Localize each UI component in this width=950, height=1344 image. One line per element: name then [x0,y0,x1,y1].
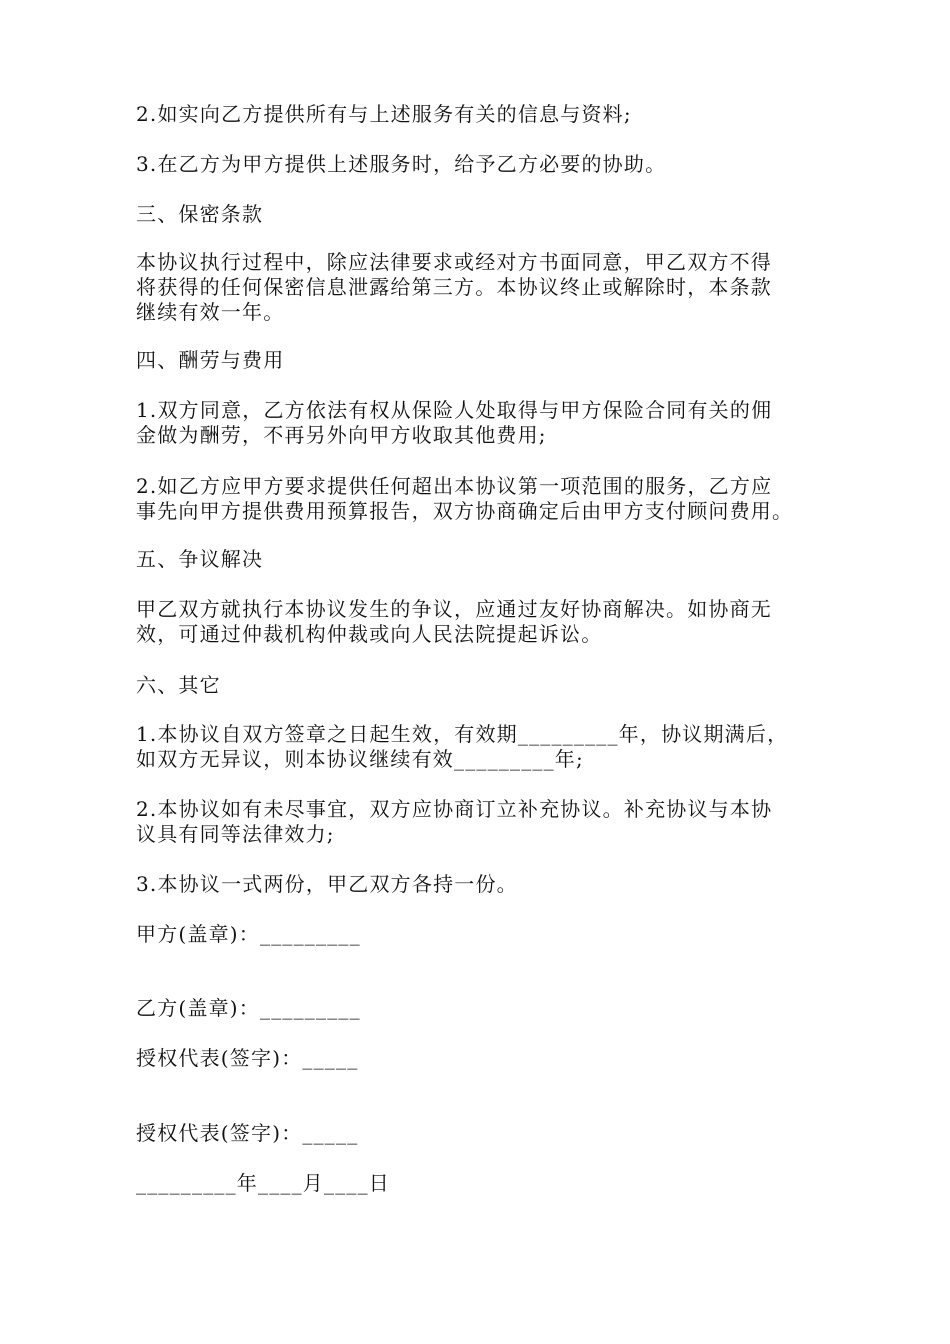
other-item-3: 3.本协议一式两份，甲乙双方各持一份。 [136,872,518,896]
representative-b-signature-line: 授权代表(签字)：_____ [136,1121,359,1145]
obligation-item-2: 2.如实向乙方提供所有与上述服务有关的信息与资料; [136,102,632,126]
other-item-2-line-1: 2.本协议如有未尽事宜，双方应协商订立补充协议。补充协议与本协 [136,797,773,821]
section-heading-remuneration: 四、酬劳与费用 [136,348,285,372]
representative-a-signature-line: 授权代表(签字)：_____ [136,1046,359,1070]
confidentiality-line-3: 继续有效一年。 [136,300,285,324]
date-line: _________年____月____日 [136,1171,390,1195]
dispute-line-2: 效，可通过仲裁机构仲裁或向人民法院提起诉讼。 [136,622,603,646]
remuneration-item-1-line-1: 1.双方同意，乙方依法有权从保险人处取得与甲方保险合同有关的佣 [136,398,773,422]
remuneration-item-1-line-2: 金做为酬劳，不再另外向甲方收取其他费用; [136,423,547,447]
section-heading-confidentiality: 三、保密条款 [136,202,264,226]
section-heading-other: 六、其它 [136,673,221,697]
other-item-2-line-2: 议具有同等法律效力; [136,822,335,846]
party-b-seal-line: 乙方(盖章)：_________ [136,996,361,1020]
confidentiality-line-1: 本协议执行过程中，除应法律要求或经对方书面同意，甲乙双方不得 [136,250,772,274]
confidentiality-line-2: 将获得的任何保密信息泄露给第三方。本协议终止或解除时，本条款 [136,275,772,299]
party-a-seal-line: 甲方(盖章)：_________ [136,922,361,946]
other-item-1-line-1: 1.本协议自双方签章之日起生效，有效期_________年，协议期满后， [136,722,789,746]
obligation-item-3: 3.在乙方为甲方提供上述服务时，给予乙方必要的协助。 [136,152,667,176]
dispute-line-1: 甲乙双方就执行本协议发生的争议，应通过友好协商解决。如协商无 [136,597,772,621]
other-item-1-line-2: 如双方无异议，则本协议继续有效_________年; [136,747,584,771]
section-heading-dispute: 五、争议解决 [136,547,264,571]
remuneration-item-2-line-2: 事先向甲方提供费用预算报告，双方协商确定后由甲方支付顾问费用。 [136,499,794,523]
remuneration-item-2-line-1: 2.如乙方应甲方要求提供任何超出本协议第一项范围的服务，乙方应 [136,474,773,498]
